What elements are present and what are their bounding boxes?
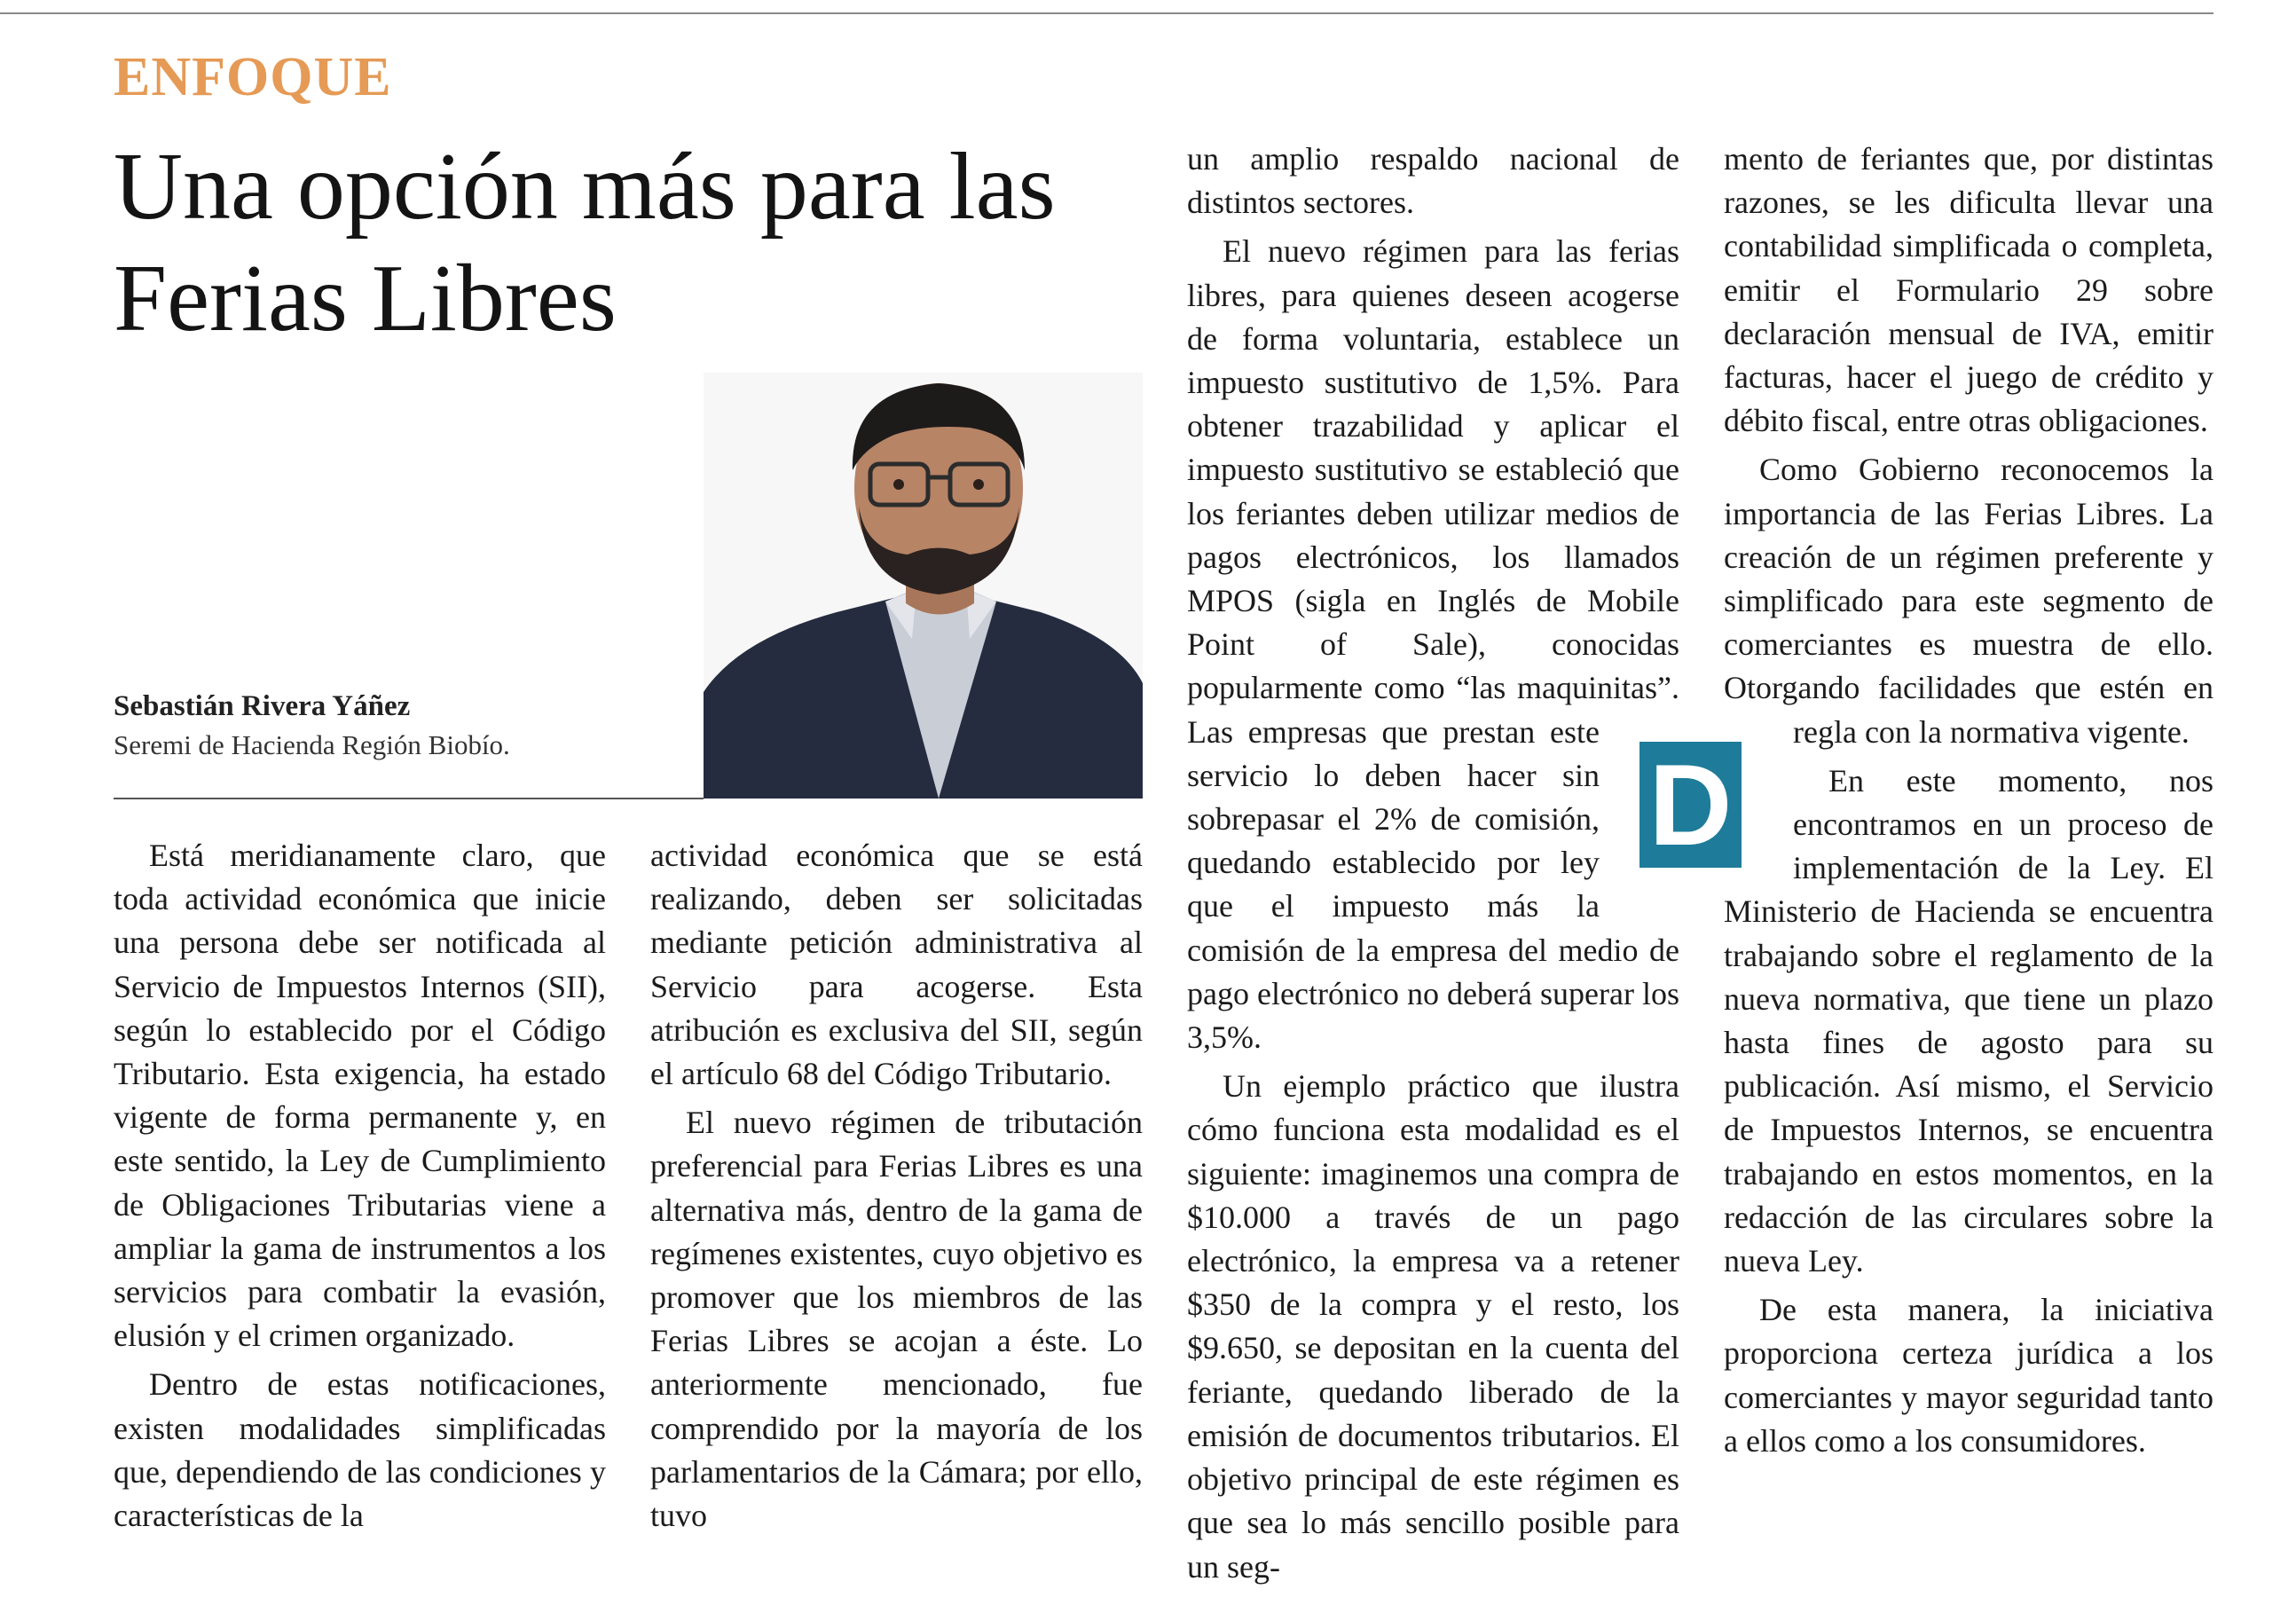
paragraph: El nuevo régimen de tributación preferencial para Ferias Libres es una alternativa más, dentro de la gama de regímenes existentes, cuyo objetivo es promover que los miembros de las Ferias Libres se acojan a éste. Lo anteriormente mencionado, fue comprendido por la mayoría de los parlamentarios de la Cámara; por ello, tuvo bbox=[650, 1105, 1143, 1534]
article-column-1 bbox=[114, 834, 606, 1543]
paragraph: actividad económica que se está realizando, deben ser solicitadas mediante petición administrativa al Servicio para acogerse. Esta atribución es exclusiva del SII, según el artículo 68 del Código Tributario. bbox=[650, 838, 1143, 1092]
paragraph: mento de feriantes que, por distintas razones, se les dificulta llevar una contabilidad simplificada o completa, emitir el Formulario 29 sobre declaración mensual de IVA, emitir facturas, hacer el juego de crédito y débito fiscal, entre otras obligaciones. bbox=[1724, 141, 2213, 439]
drop-cap: D bbox=[1639, 742, 1742, 868]
byline-divider bbox=[114, 798, 704, 799]
paragraph: Dentro de estas notificaciones, existen modalidades simplificadas que, dependiendo de las condiciones y características de la bbox=[114, 1366, 606, 1534]
author-role: Seremi de Hacienda Región Biobío. bbox=[114, 729, 510, 760]
article-column-2 bbox=[650, 834, 1143, 1543]
author-photo bbox=[704, 373, 1143, 799]
paragraph: un amplio respaldo nacional de distintos sectores. bbox=[1187, 141, 1679, 221]
top-rule bbox=[0, 12, 2213, 14]
article-column-3 bbox=[1187, 138, 1679, 1594]
paragraph: El nuevo régimen para las ferias libres, para quienes deseen acogerse de forma voluntaria, establece un impuesto sustitutivo de 1,5%. Para obtener trazabilidad y aplicar el impuesto sustitutivo se estableció que los feriantes deben utilizar medios de pagos electrónicos, los llamados MPOS (sigla en Inglés de Mobile Point of Sale), conocidas popularmente como “las maquinitas”. Las empresas que prestan este servicio lo deben hacer sin sobrepasar el 2% de comisión, quedando establecido por ley que el impuesto más la comisión de la empresa del medio de pago electrónico no deberá superar los 3,5%. bbox=[1187, 233, 1679, 1056]
paragraph: Está meridianamente claro, que toda actividad económica que inicie una persona debe ser notificada al Servicio de Impuestos Internos (SII), según lo establecido por el Código Tributario. Esta exigencia, ha estado vigente de forma permanente y, en este sentido, la Ley de Cumplimiento de Obligaciones Tributarias viene a ampliar la gama de instrumentos a los servicios para combatir la evasión, elusión y el crimen organizado. bbox=[114, 838, 606, 1354]
author-portrait-illustration bbox=[704, 373, 1143, 799]
author-name: Sebastián Rivera Yáñez bbox=[114, 690, 411, 722]
paragraph: De esta manera, la iniciativa proporciona certeza jurídica a los comerciantes y mayor seguridad tanto a ellos como a los consumidores. bbox=[1724, 1292, 2213, 1459]
paragraph: Como Gobierno reconocemos la importancia de las Ferias Libres. La creación de un régimen preferente y simplificado para este segmento de comerciantes es muestra de ello. Otorgando facilidades que estén en regla con la normativa vigente. bbox=[1724, 452, 2213, 750]
paragraph: En este momento, nos encontramos en un proceso de implementación de la Ley. El Ministerio de Hacienda se encuentra trabajando sobre el reglamento de la nueva normativa, que tiene un plazo hasta fines de agosto para su publicación. Así mismo, el Servicio de Impuestos Internos, se encuentra trabajando en estos momentos, en la redacción de las circulares sobre la nueva Ley. bbox=[1724, 762, 2213, 1279]
headline: Una opción más para las Ferias Libres bbox=[114, 134, 1056, 351]
article-column-4 bbox=[1724, 138, 2213, 1468]
paragraph: Un ejemplo práctico que ilustra cómo funciona esta modalidad es el siguiente: imaginemos una compra de $10.000 a través de un pago electrónico, la empresa va a retener $350 de la compra y el resto, los $9.650, se depositan en la cuenta del feriante, quedando liberado de la emisión de documentos tributarios. El objetivo principal de este régimen es que sea lo más sencillo posible para un seg- bbox=[1187, 1068, 1679, 1585]
section-label: ENFOQUE bbox=[114, 47, 392, 107]
